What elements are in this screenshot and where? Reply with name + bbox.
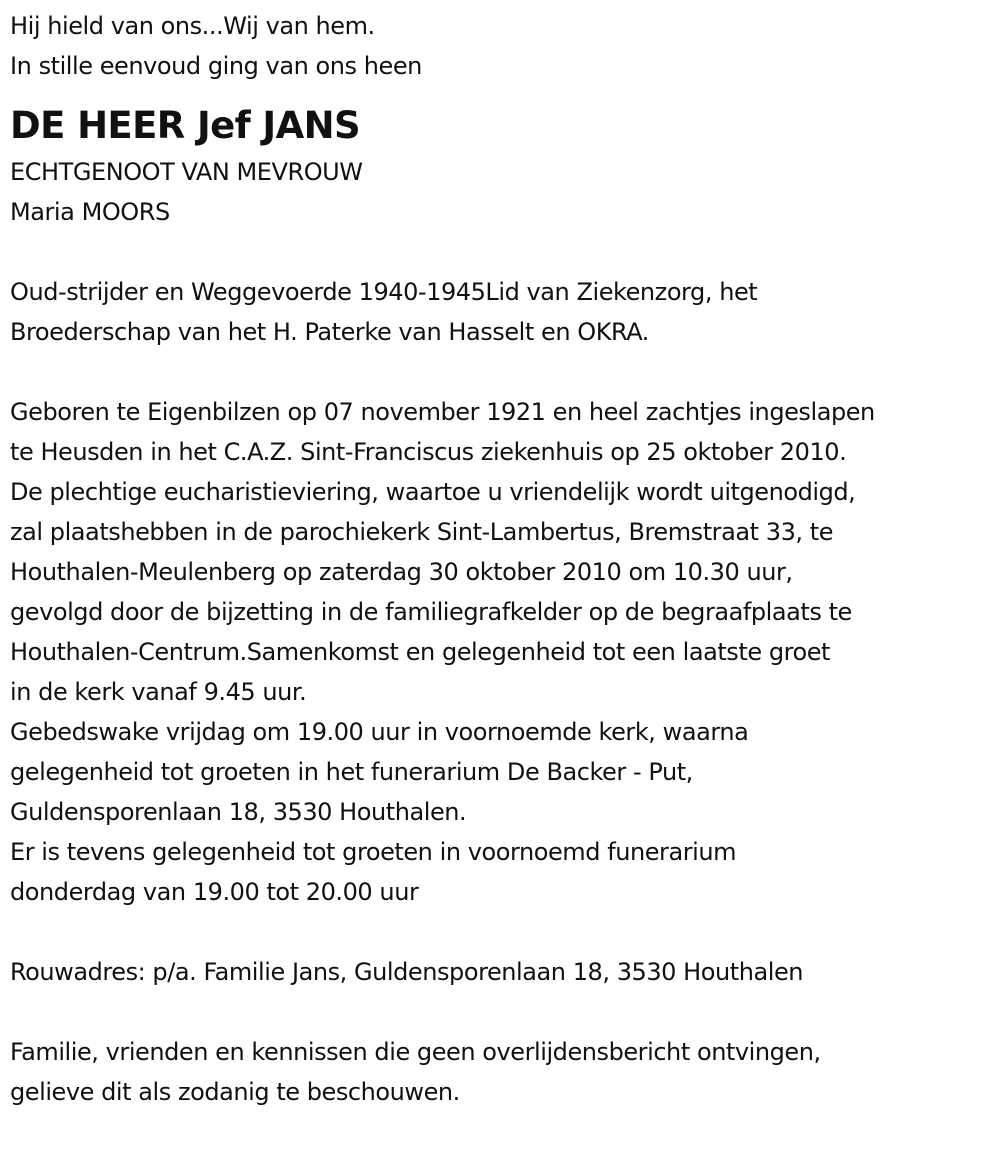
details-line: gelegenheid tot groeten in het funerarium De Backer - Put, xyxy=(10,758,693,786)
details-line: Houthalen-Meulenberg op zaterdag 30 oktober 2010 om 10.30 uur, xyxy=(10,558,793,586)
intro-section xyxy=(10,6,990,86)
address-section xyxy=(10,952,990,992)
details-line: zal plaatshebben in de parochiekerk Sint-Lambertus, Bremstraat 33, te xyxy=(10,518,834,546)
details-line: te Heusden in het C.A.Z. Sint-Franciscus ziekenhuis op 25 oktober 2010. xyxy=(10,438,847,466)
memberships-section xyxy=(10,272,990,352)
details-line: donderdag van 19.00 tot 20.00 uur xyxy=(10,878,419,906)
spouse-name: Maria MOORS xyxy=(10,198,170,226)
closing-line: Familie, vrienden en kennissen die geen overlijdensbericht ontvingen, xyxy=(10,1038,821,1066)
details-line: in de kerk vanaf 9.45 uur. xyxy=(10,678,307,706)
details-line: Geboren te Eigenbilzen op 07 november 1921 en heel zachtjes ingeslapen xyxy=(10,398,875,426)
deceased-name: DE HEER Jef JANS xyxy=(10,104,361,147)
intro-line: Hij hield van ons...Wij van hem. xyxy=(10,12,375,40)
details-line: Gebedswake vrijdag om 19.00 uur in voornoemde kerk, waarna xyxy=(10,718,749,746)
details-line: Guldensporenlaan 18, 3530 Houthalen. xyxy=(10,798,467,826)
spouse-line: ECHTGENOOT VAN MEVROUW xyxy=(10,158,363,186)
spacer xyxy=(10,992,990,1032)
deceased-section xyxy=(10,102,990,232)
closing-line: gelieve dit als zodanig te beschouwen. xyxy=(10,1078,460,1106)
details-line: gevolgd door de bijzetting in de familiegrafkelder op de begraafplaats te xyxy=(10,598,852,626)
intro-line: In stille eenvoud ging van ons heen xyxy=(10,52,422,80)
details-line: De plechtige eucharistieviering, waartoe u vriendelijk wordt uitgenodigd, xyxy=(10,478,856,506)
closing-section xyxy=(10,1032,990,1112)
mourning-address: Rouwadres: p/a. Familie Jans, Guldensporenlaan 18, 3530 Houthalen xyxy=(10,958,804,986)
details-section xyxy=(10,392,990,912)
details-line: Er is tevens gelegenheid tot groeten in voornoemd funerarium xyxy=(10,838,737,866)
details-line: Houthalen-Centrum.Samenkomst en gelegenheid tot een laatste groet xyxy=(10,638,830,666)
spacer xyxy=(10,912,990,952)
spacer xyxy=(10,352,990,392)
membership-line: Oud-strijder en Weggevoerde 1940-1945Lid van Ziekenzorg, het xyxy=(10,278,758,306)
spacer xyxy=(10,232,990,272)
membership-line: Broederschap van het H. Paterke van Hasselt en OKRA. xyxy=(10,318,649,346)
